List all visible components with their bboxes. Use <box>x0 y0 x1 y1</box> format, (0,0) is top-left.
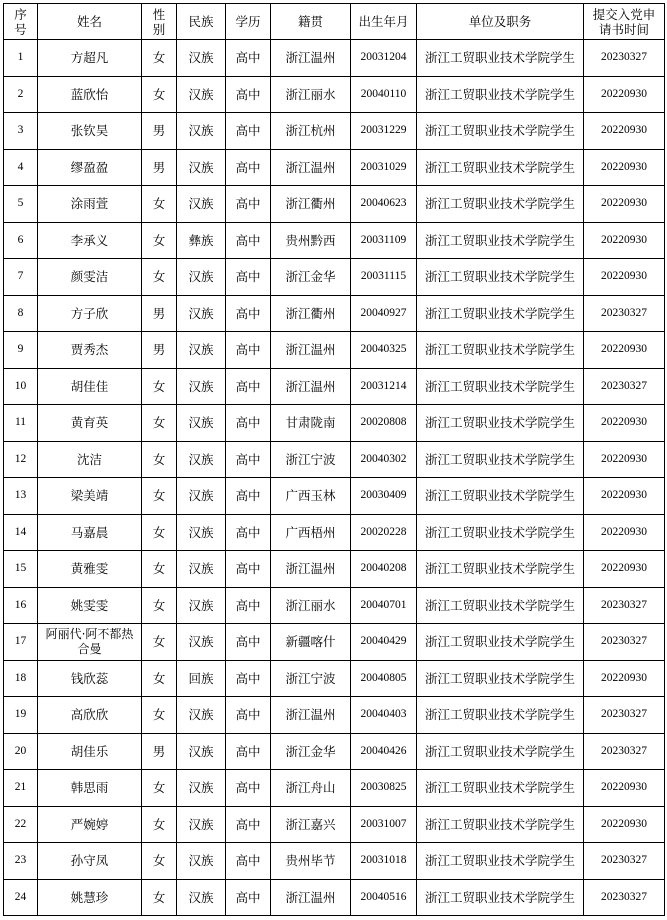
cell-name: 贾秀杰 <box>38 332 142 369</box>
cell-birth: 20040110 <box>351 76 417 113</box>
cell-ethnicity: 汉族 <box>177 587 226 624</box>
cell-unit: 浙江工贸职业技术学院学生 <box>417 76 584 113</box>
cell-education: 高中 <box>226 587 271 624</box>
cell-gender: 女 <box>142 40 177 77</box>
cell-education: 高中 <box>226 259 271 296</box>
cell-date: 20220930 <box>584 222 665 259</box>
table-row <box>4 879 665 916</box>
cell-seq: 21 <box>4 770 38 807</box>
cell-education: 高中 <box>226 806 271 843</box>
cell-name: 孙守凤 <box>38 843 142 880</box>
cell-unit: 浙江工贸职业技术学院学生 <box>417 624 584 661</box>
cell-origin: 浙江金华 <box>271 259 351 296</box>
cell-education: 高中 <box>226 697 271 734</box>
cell-gender: 女 <box>142 441 177 478</box>
cell-origin: 浙江宁波 <box>271 660 351 697</box>
header-row <box>4 4 665 40</box>
table-row <box>4 441 665 478</box>
cell-ethnicity: 汉族 <box>177 478 226 515</box>
table-row <box>4 514 665 551</box>
cell-name: 姚慧珍 <box>38 879 142 916</box>
cell-unit: 浙江工贸职业技术学院学生 <box>417 441 584 478</box>
cell-name: 黄雅雯 <box>38 551 142 588</box>
cell-gender: 女 <box>142 186 177 223</box>
cell-origin: 浙江宁波 <box>271 441 351 478</box>
cell-unit: 浙江工贸职业技术学院学生 <box>417 405 584 442</box>
cell-birth: 20031007 <box>351 806 417 843</box>
table-row <box>4 733 665 770</box>
cell-birth: 20031029 <box>351 149 417 186</box>
cell-education: 高中 <box>226 405 271 442</box>
cell-ethnicity: 汉族 <box>177 405 226 442</box>
cell-education: 高中 <box>226 332 271 369</box>
cell-gender: 女 <box>142 514 177 551</box>
cell-date: 20230327 <box>584 624 665 661</box>
cell-gender: 女 <box>142 697 177 734</box>
cell-unit: 浙江工贸职业技术学院学生 <box>417 186 584 223</box>
cell-name: 张钦昊 <box>38 113 142 150</box>
cell-birth: 20020228 <box>351 514 417 551</box>
cell-education: 高中 <box>226 478 271 515</box>
table-row <box>4 368 665 405</box>
cell-date: 20230327 <box>584 40 665 77</box>
table-row <box>4 113 665 150</box>
cell-seq: 16 <box>4 587 38 624</box>
cell-birth: 20040623 <box>351 186 417 223</box>
cell-seq: 1 <box>4 40 38 77</box>
header-gender: 性别 <box>142 4 177 40</box>
cell-birth: 20040403 <box>351 697 417 734</box>
cell-birth: 20040927 <box>351 295 417 332</box>
cell-origin: 浙江温州 <box>271 551 351 588</box>
cell-seq: 20 <box>4 733 38 770</box>
cell-birth: 20030409 <box>351 478 417 515</box>
cell-seq: 22 <box>4 806 38 843</box>
header-birth: 出生年月 <box>351 4 417 40</box>
cell-gender: 女 <box>142 624 177 661</box>
cell-seq: 11 <box>4 405 38 442</box>
table-header <box>4 4 665 40</box>
cell-ethnicity: 汉族 <box>177 113 226 150</box>
cell-birth: 20040208 <box>351 551 417 588</box>
cell-birth: 20031204 <box>351 40 417 77</box>
cell-seq: 5 <box>4 186 38 223</box>
cell-unit: 浙江工贸职业技术学院学生 <box>417 770 584 807</box>
cell-ethnicity: 汉族 <box>177 770 226 807</box>
cell-date: 20220930 <box>584 149 665 186</box>
cell-education: 高中 <box>226 368 271 405</box>
table-body <box>4 40 665 916</box>
cell-gender: 男 <box>142 113 177 150</box>
cell-unit: 浙江工贸职业技术学院学生 <box>417 733 584 770</box>
cell-origin: 浙江温州 <box>271 332 351 369</box>
cell-ethnicity: 汉族 <box>177 514 226 551</box>
cell-ethnicity: 回族 <box>177 660 226 697</box>
cell-seq: 8 <box>4 295 38 332</box>
table-row <box>4 76 665 113</box>
cell-name: 严婉婷 <box>38 806 142 843</box>
cell-name: 胡佳乐 <box>38 733 142 770</box>
cell-seq: 23 <box>4 843 38 880</box>
cell-seq: 15 <box>4 551 38 588</box>
cell-date: 20220930 <box>584 770 665 807</box>
cell-birth: 20040516 <box>351 879 417 916</box>
cell-birth: 20040302 <box>351 441 417 478</box>
cell-ethnicity: 汉族 <box>177 843 226 880</box>
cell-education: 高中 <box>226 222 271 259</box>
header-education: 学历 <box>226 4 271 40</box>
cell-seq: 13 <box>4 478 38 515</box>
table-row <box>4 843 665 880</box>
cell-origin: 新疆喀什 <box>271 624 351 661</box>
cell-origin: 浙江温州 <box>271 368 351 405</box>
cell-ethnicity: 汉族 <box>177 332 226 369</box>
cell-gender: 男 <box>142 149 177 186</box>
table-row <box>4 478 665 515</box>
cell-ethnicity: 汉族 <box>177 368 226 405</box>
cell-gender: 女 <box>142 587 177 624</box>
table-row <box>4 259 665 296</box>
cell-ethnicity: 汉族 <box>177 259 226 296</box>
cell-ethnicity: 汉族 <box>177 76 226 113</box>
cell-name: 高欣欣 <box>38 697 142 734</box>
cell-ethnicity: 汉族 <box>177 295 226 332</box>
cell-gender: 男 <box>142 295 177 332</box>
cell-unit: 浙江工贸职业技术学院学生 <box>417 551 584 588</box>
cell-seq: 7 <box>4 259 38 296</box>
table-row <box>4 770 665 807</box>
cell-gender: 女 <box>142 405 177 442</box>
cell-name: 李承义 <box>38 222 142 259</box>
table-row <box>4 222 665 259</box>
table-row <box>4 332 665 369</box>
cell-origin: 贵州黔西 <box>271 222 351 259</box>
cell-birth: 20040325 <box>351 332 417 369</box>
cell-gender: 女 <box>142 478 177 515</box>
cell-birth: 20030825 <box>351 770 417 807</box>
cell-ethnicity: 汉族 <box>177 733 226 770</box>
cell-unit: 浙江工贸职业技术学院学生 <box>417 697 584 734</box>
cell-date: 20230327 <box>584 697 665 734</box>
header-unit: 单位及职务 <box>417 4 584 40</box>
cell-name: 蓝欣怡 <box>38 76 142 113</box>
cell-unit: 浙江工贸职业技术学院学生 <box>417 660 584 697</box>
cell-unit: 浙江工贸职业技术学院学生 <box>417 149 584 186</box>
cell-gender: 女 <box>142 551 177 588</box>
cell-origin: 浙江嘉兴 <box>271 806 351 843</box>
cell-unit: 浙江工贸职业技术学院学生 <box>417 40 584 77</box>
cell-date: 20220930 <box>584 259 665 296</box>
cell-name: 梁美靖 <box>38 478 142 515</box>
cell-name: 颜雯洁 <box>38 259 142 296</box>
cell-unit: 浙江工贸职业技术学院学生 <box>417 514 584 551</box>
cell-seq: 6 <box>4 222 38 259</box>
header-name: 姓名 <box>38 4 142 40</box>
roster-container <box>3 3 665 916</box>
cell-origin: 甘肃陇南 <box>271 405 351 442</box>
cell-unit: 浙江工贸职业技术学院学生 <box>417 368 584 405</box>
cell-unit: 浙江工贸职业技术学院学生 <box>417 843 584 880</box>
cell-unit: 浙江工贸职业技术学院学生 <box>417 259 584 296</box>
header-ethnicity: 民族 <box>177 4 226 40</box>
cell-gender: 女 <box>142 368 177 405</box>
cell-gender: 女 <box>142 879 177 916</box>
cell-birth: 20031109 <box>351 222 417 259</box>
cell-education: 高中 <box>226 295 271 332</box>
cell-unit: 浙江工贸职业技术学院学生 <box>417 222 584 259</box>
cell-education: 高中 <box>226 733 271 770</box>
table-row <box>4 186 665 223</box>
cell-ethnicity: 汉族 <box>177 697 226 734</box>
cell-seq: 9 <box>4 332 38 369</box>
cell-seq: 19 <box>4 697 38 734</box>
cell-seq: 2 <box>4 76 38 113</box>
cell-date: 20230327 <box>584 843 665 880</box>
cell-date: 20220930 <box>584 405 665 442</box>
cell-ethnicity: 汉族 <box>177 551 226 588</box>
cell-date: 20230327 <box>584 587 665 624</box>
cell-gender: 女 <box>142 660 177 697</box>
cell-date: 20230327 <box>584 368 665 405</box>
cell-name: 方子欣 <box>38 295 142 332</box>
cell-birth: 20040805 <box>351 660 417 697</box>
cell-gender: 男 <box>142 733 177 770</box>
cell-name: 姚雯雯 <box>38 587 142 624</box>
cell-name: 沈洁 <box>38 441 142 478</box>
header-seq: 序号 <box>4 4 38 40</box>
header-date: 提交入党申请书时间 <box>584 4 665 40</box>
cell-gender: 女 <box>142 259 177 296</box>
cell-name: 涂雨萱 <box>38 186 142 223</box>
cell-gender: 女 <box>142 76 177 113</box>
table-row <box>4 149 665 186</box>
cell-education: 高中 <box>226 186 271 223</box>
cell-seq: 14 <box>4 514 38 551</box>
cell-unit: 浙江工贸职业技术学院学生 <box>417 806 584 843</box>
cell-birth: 20040701 <box>351 587 417 624</box>
cell-seq: 12 <box>4 441 38 478</box>
cell-education: 高中 <box>226 113 271 150</box>
cell-birth: 20031214 <box>351 368 417 405</box>
cell-education: 高中 <box>226 441 271 478</box>
cell-birth: 20040426 <box>351 733 417 770</box>
cell-date: 20220930 <box>584 76 665 113</box>
cell-date: 20230327 <box>584 879 665 916</box>
cell-ethnicity: 汉族 <box>177 806 226 843</box>
table-row <box>4 624 665 661</box>
table-row <box>4 405 665 442</box>
cell-origin: 广西玉林 <box>271 478 351 515</box>
cell-origin: 浙江温州 <box>271 40 351 77</box>
cell-gender: 女 <box>142 806 177 843</box>
cell-date: 20230327 <box>584 295 665 332</box>
cell-name: 方超凡 <box>38 40 142 77</box>
table-row <box>4 40 665 77</box>
cell-date: 20220930 <box>584 113 665 150</box>
cell-unit: 浙江工贸职业技术学院学生 <box>417 113 584 150</box>
cell-origin: 浙江舟山 <box>271 770 351 807</box>
cell-education: 高中 <box>226 843 271 880</box>
cell-education: 高中 <box>226 76 271 113</box>
table-row <box>4 587 665 624</box>
cell-date: 20220930 <box>584 551 665 588</box>
cell-gender: 女 <box>142 843 177 880</box>
cell-origin: 浙江杭州 <box>271 113 351 150</box>
cell-birth: 20040429 <box>351 624 417 661</box>
header-origin: 籍贯 <box>271 4 351 40</box>
cell-birth: 20031018 <box>351 843 417 880</box>
cell-origin: 浙江衢州 <box>271 295 351 332</box>
cell-ethnicity: 汉族 <box>177 186 226 223</box>
cell-name: 胡佳佳 <box>38 368 142 405</box>
table-row <box>4 806 665 843</box>
cell-education: 高中 <box>226 40 271 77</box>
cell-ethnicity: 汉族 <box>177 149 226 186</box>
cell-origin: 浙江丽水 <box>271 587 351 624</box>
cell-unit: 浙江工贸职业技术学院学生 <box>417 295 584 332</box>
cell-education: 高中 <box>226 770 271 807</box>
cell-name: 黄育英 <box>38 405 142 442</box>
cell-ethnicity: 汉族 <box>177 441 226 478</box>
cell-education: 高中 <box>226 149 271 186</box>
cell-name: 缪盈盈 <box>38 149 142 186</box>
table-row <box>4 660 665 697</box>
table-row <box>4 295 665 332</box>
cell-ethnicity: 彝族 <box>177 222 226 259</box>
roster-table <box>3 3 665 916</box>
cell-origin: 浙江温州 <box>271 879 351 916</box>
cell-seq: 4 <box>4 149 38 186</box>
cell-name: 钱欣蕊 <box>38 660 142 697</box>
cell-date: 20220930 <box>584 806 665 843</box>
cell-origin: 浙江温州 <box>271 697 351 734</box>
cell-education: 高中 <box>226 879 271 916</box>
cell-seq: 18 <box>4 660 38 697</box>
cell-gender: 女 <box>142 222 177 259</box>
cell-origin: 浙江金华 <box>271 733 351 770</box>
cell-name: 韩思雨 <box>38 770 142 807</box>
cell-name: 马嘉晨 <box>38 514 142 551</box>
cell-education: 高中 <box>226 624 271 661</box>
cell-birth: 20020808 <box>351 405 417 442</box>
cell-seq: 17 <box>4 624 38 661</box>
cell-education: 高中 <box>226 514 271 551</box>
cell-birth: 20031115 <box>351 259 417 296</box>
cell-education: 高中 <box>226 660 271 697</box>
cell-unit: 浙江工贸职业技术学院学生 <box>417 332 584 369</box>
cell-date: 20230327 <box>584 733 665 770</box>
cell-ethnicity: 汉族 <box>177 40 226 77</box>
cell-ethnicity: 汉族 <box>177 624 226 661</box>
cell-unit: 浙江工贸职业技术学院学生 <box>417 478 584 515</box>
cell-name: 阿丽代·阿不都热合曼 <box>38 624 142 661</box>
cell-ethnicity: 汉族 <box>177 879 226 916</box>
cell-seq: 24 <box>4 879 38 916</box>
cell-origin: 贵州毕节 <box>271 843 351 880</box>
cell-date: 20220930 <box>584 660 665 697</box>
cell-date: 20220930 <box>584 332 665 369</box>
cell-unit: 浙江工贸职业技术学院学生 <box>417 879 584 916</box>
cell-gender: 男 <box>142 332 177 369</box>
table-row <box>4 697 665 734</box>
cell-birth: 20031229 <box>351 113 417 150</box>
cell-date: 20220930 <box>584 186 665 223</box>
cell-origin: 浙江衢州 <box>271 186 351 223</box>
cell-origin: 广西梧州 <box>271 514 351 551</box>
table-row <box>4 551 665 588</box>
cell-origin: 浙江丽水 <box>271 76 351 113</box>
cell-date: 20220930 <box>584 514 665 551</box>
cell-origin: 浙江温州 <box>271 149 351 186</box>
cell-education: 高中 <box>226 551 271 588</box>
cell-date: 20220930 <box>584 478 665 515</box>
cell-unit: 浙江工贸职业技术学院学生 <box>417 587 584 624</box>
cell-date: 20220930 <box>584 441 665 478</box>
cell-gender: 女 <box>142 770 177 807</box>
cell-seq: 10 <box>4 368 38 405</box>
cell-seq: 3 <box>4 113 38 150</box>
